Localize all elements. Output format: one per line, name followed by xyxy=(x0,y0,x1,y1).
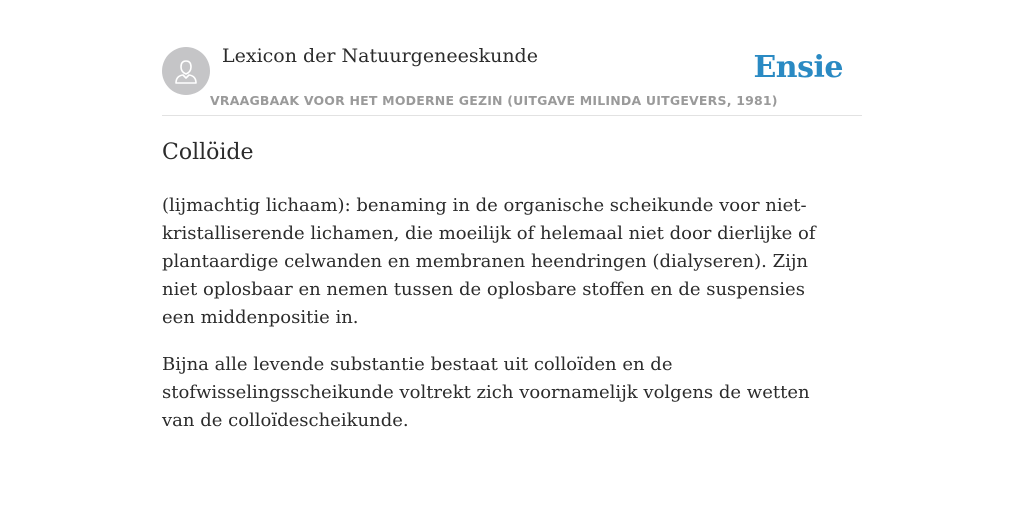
user-silhouette-icon xyxy=(172,57,200,85)
entry-paragraph: (lijmachtig lichaam): benaming in de organische scheikunde voor niet-kristalliserende lichamen, die moeilijk of helemaal niet door dierlijke of plantaardige celwanden en membranen heendringen (dialyseren). Zijn niet oplosbaar en nemen tussen de oplosbare stoffen en de suspensies een middenpositie in. xyxy=(162,195,816,328)
entry-body xyxy=(162,192,842,454)
book-header xyxy=(162,0,862,116)
avatar[interactable] xyxy=(162,47,210,95)
page xyxy=(162,0,862,431)
book-subtitle: VRAAGBAAK VOOR HET MODERNE GEZIN (UITGAVE MILINDA UITGEVERS, 1981) xyxy=(210,93,778,108)
book-title[interactable]: Lexicon der Natuurgeneeskunde xyxy=(222,45,538,67)
entry-paragraph: Bijna alle levende substantie bestaat uit colloïden en de stofwisselingsscheikunde voltrekt zich voornamelijk volgens de wetten van de colloïdescheikunde. xyxy=(162,354,810,431)
brand-logo-link[interactable]: Ensie xyxy=(753,50,843,85)
entry-term: Collöide xyxy=(162,140,254,165)
